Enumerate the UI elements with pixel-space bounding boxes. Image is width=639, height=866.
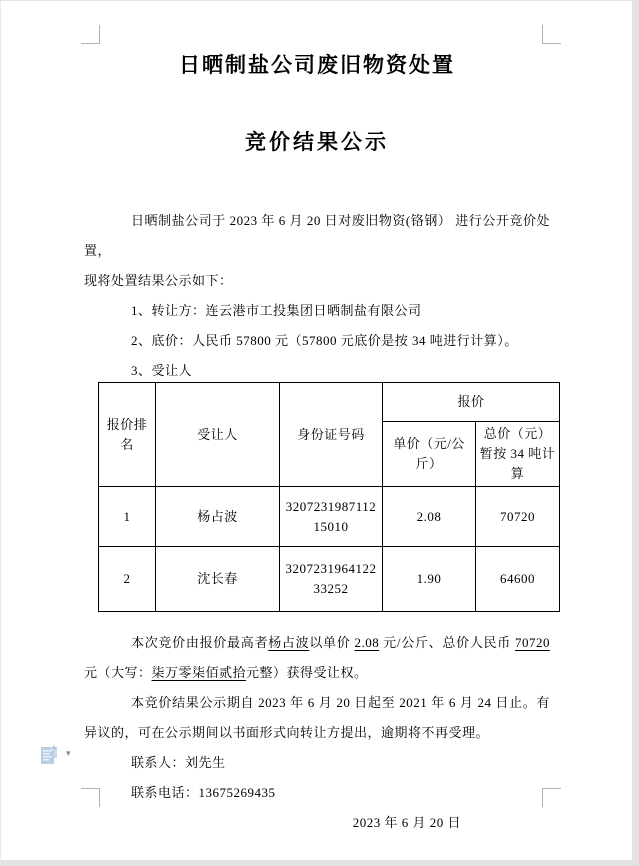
document-content [84,1,556,838]
document-title: 日晒制盐公司废旧物资处置 [179,53,455,77]
award-winner-name: 杨占波 [268,635,310,650]
award-seg: 元（大写： [84,665,152,680]
page-edge-right [632,1,639,866]
list-item-base-price: 2、底价：人民币 57800 元（57800 元底价是按 34 吨进行计算）。 [131,333,518,348]
header-unit-price: 单价（元/公斤） [383,422,476,487]
cell-total: 70720 [476,487,560,547]
award-unit-price: 2.08 [354,635,380,650]
cell-rank: 2 [99,547,156,612]
award-seg: 本次竞价由报价最高者 [131,635,269,650]
award-amount-in-words: 柒万零柒佰贰拾 [151,665,247,680]
intro-paragraph [84,206,550,386]
header-rank: 报价排名 [99,383,156,487]
cell-unit: 2.08 [383,487,476,547]
award-seg: 元整）获得受让权。 [246,665,368,680]
cell-id: 320723198711215010 [280,487,383,547]
cell-name: 沈长春 [156,547,280,612]
header-transferee: 受让人 [156,383,280,487]
paste-options-document-icon [40,745,58,766]
document-subtitle: 竞价结果公示 [245,130,389,154]
cell-unit: 1.90 [383,547,476,612]
cell-total: 64600 [476,547,560,612]
table-row [99,547,560,612]
table-header-row-1 [99,383,560,422]
award-seg: 以单价 [309,635,355,650]
list-item-transferor: 1、转让方：连云港市工投集团日晒制盐有限公司 [131,303,422,318]
contact-person-line: 联系人：刘先生 [131,755,226,770]
list-item-transferee: 3、受让人 [131,363,193,378]
award-total-price: 70720 [514,635,550,650]
award-seg: 元/公斤、总价人民币 [379,635,515,650]
bid-result-table [98,382,560,612]
table-row [99,487,560,547]
header-id-number: 身份证号码 [280,383,383,487]
cell-rank: 1 [99,487,156,547]
intro-line-2: 现将处置结果公示如下： [84,273,233,288]
paste-options-button[interactable] [40,745,71,766]
cell-name: 杨占波 [156,487,280,547]
cell-id: 320723196412233252 [280,547,383,612]
contact-phone-line: 联系电话：13675269435 [131,785,276,800]
document-date: 2023 年 6 月 20 日 [352,815,461,830]
header-quote: 报价 [383,383,560,422]
publicity-period-paragraph: 本竞价结果公示期自 2023 年 6 月 20 日起至 2021 年 6 月 24 日止。有异议的，可在公示期间以书面形式向转让方提出，逾期将不再受理。 [84,695,550,740]
page-edge-bottom [1,860,639,866]
intro-line-1: 日晒制盐公司于 2023 年 6 月 20 日对废旧物资(铬钢） 进行公开竞价处置， [84,213,550,258]
chevron-down-icon[interactable]: ▾ [66,749,71,759]
header-total-price: 总价（元）暂按 34 吨计算 [476,422,560,487]
award-paragraph [84,628,550,688]
